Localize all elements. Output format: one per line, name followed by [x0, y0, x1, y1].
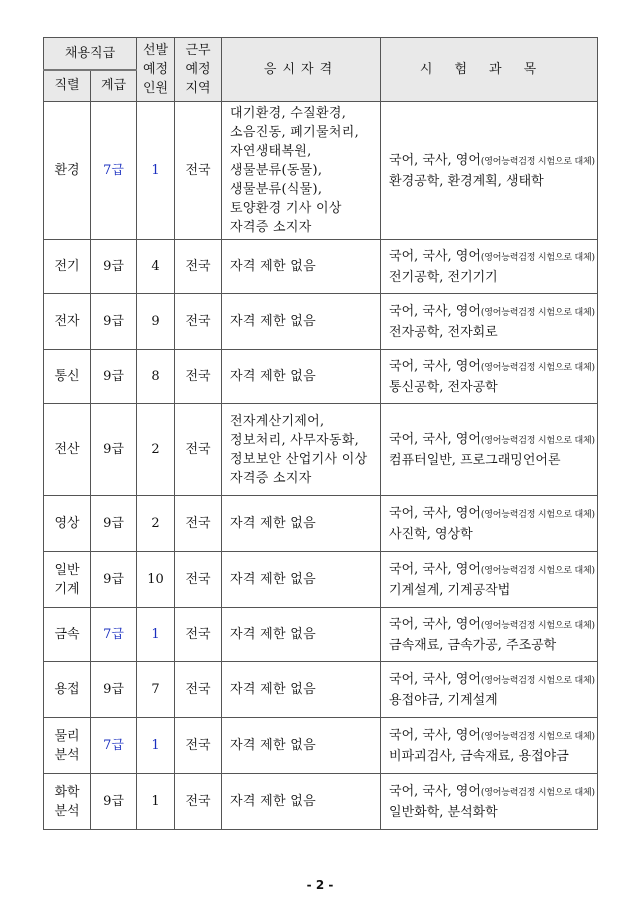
- cell-qualification: 자격 제한 없음: [222, 350, 381, 404]
- header-grade: 계급: [91, 70, 137, 102]
- cell-count: 1: [137, 718, 175, 774]
- cell-qualification: 전자계산기제어, 정보처리, 사무자동화, 정보보안 산업기사 이상 자격증 소지자: [222, 404, 381, 496]
- cell-subjects: 국어, 국사, 영어(영어능력검정 시험으로 대체) 환경공학, 환경계획, 생태학: [381, 102, 598, 240]
- cell-grade: 9급: [91, 496, 137, 552]
- table-row: [44, 350, 598, 404]
- cell-subjects: 국어, 국사, 영어(영어능력검정 시험으로 대체) 용접야금, 기계설계: [381, 662, 598, 718]
- cell-subjects: 국어, 국사, 영어(영어능력검정 시험으로 대체) 전자공학, 전자회로: [381, 294, 598, 350]
- cell-region: 전국: [175, 774, 222, 830]
- table-row: [44, 718, 598, 774]
- table-row: [44, 404, 598, 496]
- page-number: - 2 -: [306, 878, 334, 892]
- header-work-region: 근무 예정 지역: [175, 38, 222, 102]
- cell-qualification: 대기환경, 수질환경, 소음진동, 폐기물처리, 자연생태복원, 생물분류(동물), 생물분류(식물), 토양환경 기사 이상 자격증 소지자: [222, 102, 381, 240]
- cell-count: 1: [137, 608, 175, 662]
- table-row: [44, 240, 598, 294]
- header-series: 직렬: [44, 70, 91, 102]
- cell-region: 전국: [175, 608, 222, 662]
- table-row: [44, 774, 598, 830]
- header-row-1: [44, 38, 598, 70]
- cell-count: 4: [137, 240, 175, 294]
- cell-series: 전산: [44, 404, 91, 496]
- cell-grade: 9급: [91, 552, 137, 608]
- table-row: [44, 552, 598, 608]
- cell-count: 1: [137, 774, 175, 830]
- cell-qualification: 자격 제한 없음: [222, 552, 381, 608]
- cell-region: 전국: [175, 662, 222, 718]
- cell-subjects: 국어, 국사, 영어(영어능력검정 시험으로 대체) 비파괴검사, 금속재료, 용접야금: [381, 718, 598, 774]
- cell-subjects: 국어, 국사, 영어(영어능력검정 시험으로 대체) 기계설계, 기계공작법: [381, 552, 598, 608]
- cell-subjects: 국어, 국사, 영어(영어능력검정 시험으로 대체) 사진학, 영상학: [381, 496, 598, 552]
- recruitment-table-body: [44, 38, 598, 830]
- cell-grade: 9급: [91, 404, 137, 496]
- cell-region: 전국: [175, 552, 222, 608]
- cell-qualification: 자격 제한 없음: [222, 662, 381, 718]
- cell-subjects: 국어, 국사, 영어(영어능력검정 시험으로 대체) 통신공학, 전자공학: [381, 350, 598, 404]
- table-row: [44, 496, 598, 552]
- cell-series: 전자: [44, 294, 91, 350]
- cell-series: 용접: [44, 662, 91, 718]
- cell-region: 전국: [175, 294, 222, 350]
- cell-count: 7: [137, 662, 175, 718]
- cell-region: 전국: [175, 240, 222, 294]
- cell-region: 전국: [175, 718, 222, 774]
- cell-qualification: 자격 제한 없음: [222, 240, 381, 294]
- cell-subjects: 국어, 국사, 영어(영어능력검정 시험으로 대체) 금속재료, 금속가공, 주조공학: [381, 608, 598, 662]
- cell-series: 통신: [44, 350, 91, 404]
- cell-series: 전기: [44, 240, 91, 294]
- cell-series: 금속: [44, 608, 91, 662]
- cell-count: 2: [137, 404, 175, 496]
- cell-grade: 7급: [91, 608, 137, 662]
- cell-series: 화학 분석: [44, 774, 91, 830]
- cell-subjects: 국어, 국사, 영어(영어능력검정 시험으로 대체) 컴퓨터일반, 프로그래밍언어론: [381, 404, 598, 496]
- table-row: [44, 662, 598, 718]
- header-qualification: 응시자격: [222, 38, 381, 102]
- cell-count: 1: [137, 102, 175, 240]
- cell-qualification: 자격 제한 없음: [222, 774, 381, 830]
- cell-grade: 9급: [91, 294, 137, 350]
- cell-region: 전국: [175, 404, 222, 496]
- cell-region: 전국: [175, 350, 222, 404]
- cell-qualification: 자격 제한 없음: [222, 294, 381, 350]
- cell-series: 일반 기계: [44, 552, 91, 608]
- cell-grade: 9급: [91, 662, 137, 718]
- cell-count: 10: [137, 552, 175, 608]
- header-category: 채용직급: [44, 38, 137, 70]
- cell-series: 환경: [44, 102, 91, 240]
- cell-grade: 9급: [91, 240, 137, 294]
- table-row: [44, 294, 598, 350]
- cell-grade: 9급: [91, 774, 137, 830]
- cell-count: 2: [137, 496, 175, 552]
- header-planned-count: 선발 예정 인원: [137, 38, 175, 102]
- header-subjects: 시험과목: [381, 38, 598, 102]
- cell-qualification: 자격 제한 없음: [222, 496, 381, 552]
- cell-series: 물리 분석: [44, 718, 91, 774]
- cell-count: 8: [137, 350, 175, 404]
- cell-grade: 9급: [91, 350, 137, 404]
- cell-subjects: 국어, 국사, 영어(영어능력검정 시험으로 대체) 전기공학, 전기기기: [381, 240, 598, 294]
- table-row: [44, 102, 598, 240]
- cell-subjects: 국어, 국사, 영어(영어능력검정 시험으로 대체) 일반화학, 분석화학: [381, 774, 598, 830]
- cell-region: 전국: [175, 496, 222, 552]
- cell-series: 영상: [44, 496, 91, 552]
- cell-qualification: 자격 제한 없음: [222, 608, 381, 662]
- cell-count: 9: [137, 294, 175, 350]
- cell-region: 전국: [175, 102, 222, 240]
- cell-qualification: 자격 제한 없음: [222, 718, 381, 774]
- recruitment-table: [43, 37, 598, 830]
- table-row: [44, 608, 598, 662]
- cell-grade: 7급: [91, 718, 137, 774]
- cell-grade: 7급: [91, 102, 137, 240]
